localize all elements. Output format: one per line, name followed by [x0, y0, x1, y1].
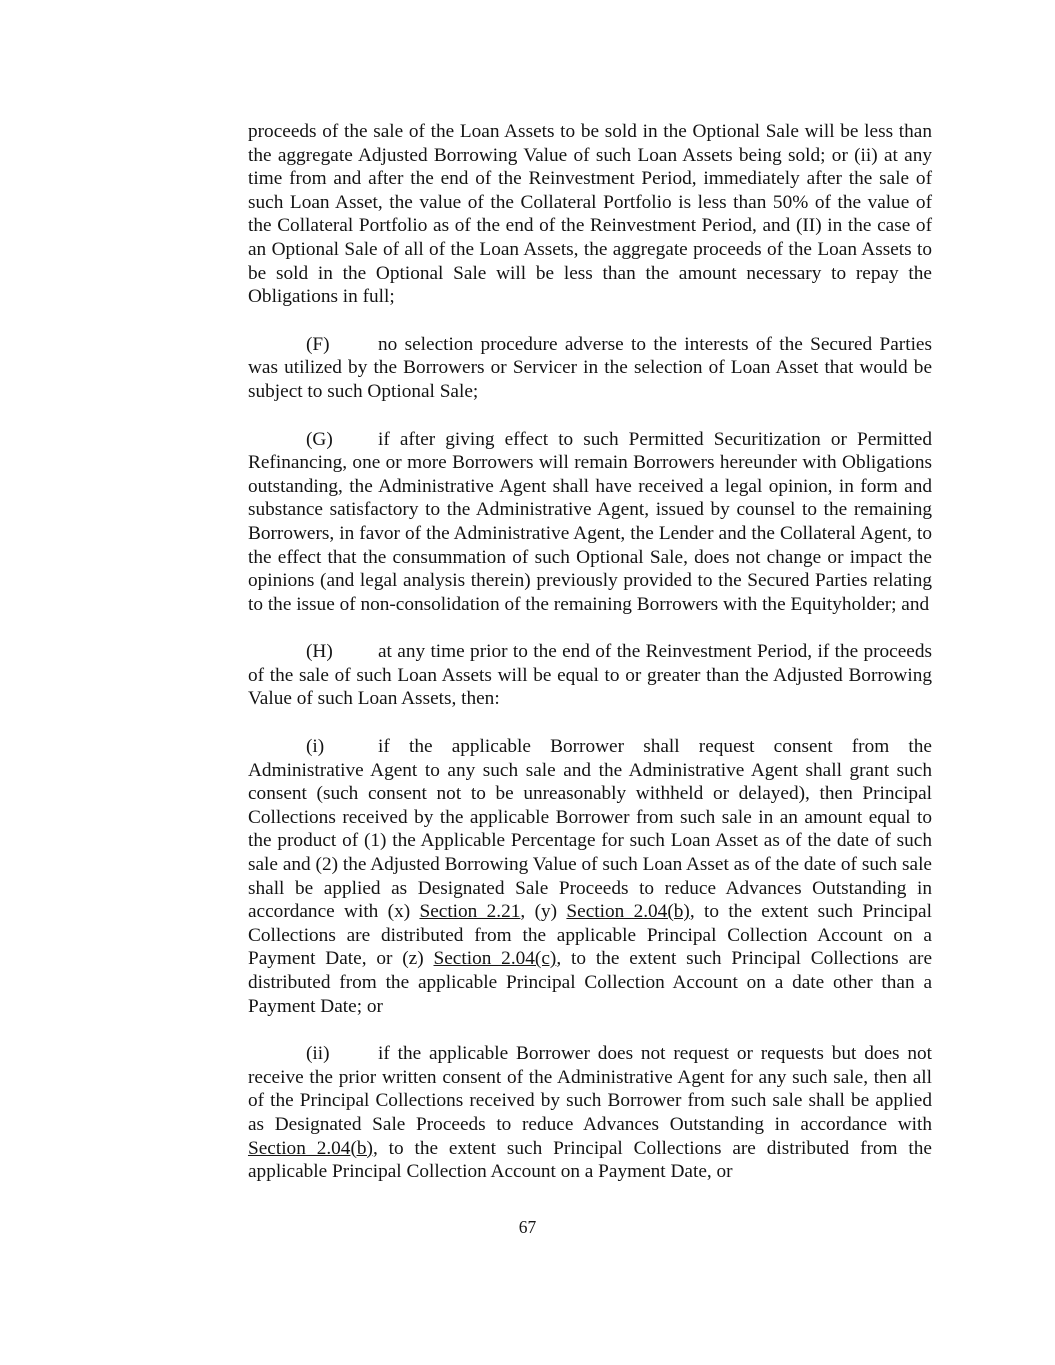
section-reference: Section 2.04(c): [433, 948, 557, 970]
document-body: [248, 120, 932, 1208]
text-segment: if after giving effect to such Permitted Securitization or Permitted Refinancing, one or more Borrowers will remain Borrowers hereunder with Obligations outstanding, the Administrative Agent shall have received a legal opinion, in form and substance satisfactory to the Administrative Agent, issued by counsel to the remaining Borrowers, in favor of the Administrative Agent, the Lender and the Collateral Agent, to the effect that the consummation of such Optional Sale, does not change or impact the opinions (and legal analysis therein) previously provided to the Secured Parties relating to the issue of non-consolidation of the remaining Borrowers with the Equityholder; and: [248, 428, 932, 615]
clause-paragraph: [248, 640, 932, 711]
section-reference: Section 2.04(b): [566, 901, 690, 923]
clause-label: (ii): [306, 1043, 330, 1065]
clause-label: (H): [306, 641, 333, 663]
page-number: 67: [518, 1217, 537, 1237]
clause-label: (F): [306, 333, 330, 355]
clause-paragraph: [248, 333, 932, 404]
text-segment: , to the extent such Principal Collections are distributed from the applicable Principal Collection Account on a date other than a Payment Date; or: [248, 948, 933, 1017]
clause-paragraph: [248, 1042, 932, 1184]
continuation-paragraph: [248, 120, 932, 309]
clause-label: (G): [306, 428, 333, 450]
text-segment: if the applicable Borrower shall request consent from the Administrative Agent to any such sale and the Administrative Agent shall grant such consent (such consent not to be unreasonably withheld or delayed), then Principal Collections received by the applicable Borrower from such sale in an amount equal to the product of (1) the Applicable Percentage for such Loan Asset as of the date of such sale and (2) the Adjusted Borrowing Value of such Loan Asset as of the date of such sale shall be applied as Designated Sale Proceeds to reduce Advances Outstanding in accordance with (x): [248, 736, 932, 923]
section-reference: Section 2.04(b): [248, 1137, 373, 1159]
text-segment: proceeds of the sale of the Loan Assets to be sold in the Optional Sale will be less than the aggregate Adjusted Borrowing Value of such Loan Assets being sold; or (ii) at any time from and after the end of the Reinvestment Period, immediately after the sale of such Loan Asset, the value of the Collateral Portfolio is less than 50% of the value of the Collateral Portfolio as of the end of the Reinvestment Period, and (II) in the case of an Optional Sale of all of the Loan Assets, the aggregate proceeds of the Loan Assets to be sold in the Optional Sale will be less than the amount necessary to repay the Obligations in full;: [248, 121, 932, 308]
clause-paragraph: [248, 428, 932, 617]
text-segment: , to the extent such Principal Collections are distributed from the applicable Principal Collection Account on a Payment Date, or (z): [248, 901, 932, 970]
clause-paragraph: [248, 735, 932, 1018]
text-segment: no selection procedure adverse to the interests of the Secured Parties was utilized by the Borrowers or Servicer in the selection of Loan Asset that would be subject to such Optional Sale;: [248, 333, 932, 402]
text-segment: , (y): [520, 901, 567, 923]
text-segment: at any time prior to the end of the Reinvestment Period, if the proceeds of the sale of such Loan Assets will be equal to or greater than the Adjusted Borrowing Value of such Loan Assets, then:: [248, 641, 932, 710]
section-reference: Section 2.21: [419, 901, 521, 923]
text-segment: if the applicable Borrower does not request or requests but does not receive the prior written consent of the Administrative Agent for any such sale, then all of the Principal Collections received by such Borrower from such sale shall be applied as Designated Sale Proceeds to reduce Advances Outstanding in accordance with: [248, 1043, 932, 1135]
clause-label: (i): [306, 736, 325, 758]
text-segment: , to the extent such Principal Collections are distributed from the applicable Principal Collection Account on a Payment Date, or: [248, 1137, 932, 1183]
